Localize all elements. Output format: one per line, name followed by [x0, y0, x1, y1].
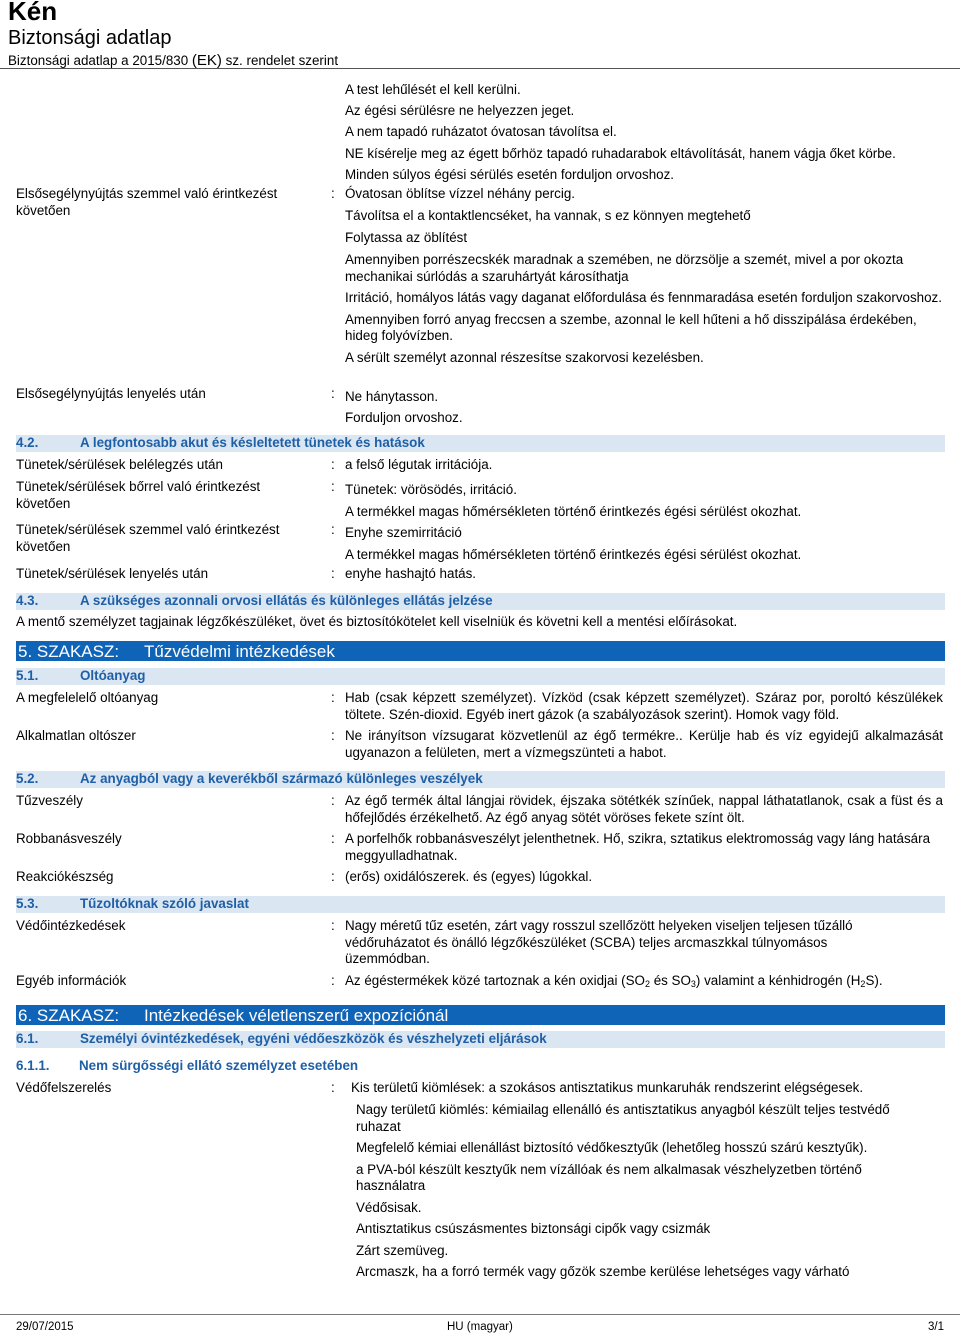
unsuitable-extinguishing-label: Alkalmatlan oltószer	[16, 728, 136, 743]
section-6-heading: 6. SZAKASZ: Intézkedések véletlenszerű expozíciónál	[16, 1005, 945, 1025]
colon: :	[331, 1080, 335, 1095]
reactivity-value: (erős) oxidálószerek. és (egyes) lúgokkal.	[345, 869, 593, 884]
colon: :	[331, 793, 335, 808]
colon: :	[331, 457, 335, 472]
medical-attention-text: A mentő személyzet tagjainak légzőkészüléket, övet és biztosítókötelet kell viselniük és követni kell a mentési előírásokat.	[16, 614, 738, 629]
footer-date: 29/07/2015	[16, 1321, 74, 1333]
subsection-5-1-heading: 5.1. Oltóanyag	[16, 668, 945, 685]
fire-hazard-label: Tűzveszély	[16, 793, 83, 808]
protective-measures-value: Nagy méretű tűz esetén, zárt vagy rosszul szellőzött helyeken viseljen teljesen tűzálló védőruházatot és önálló légzőkészüléket (SCBA) teljes arcmaszkkal túlnyomásos üzemmódban.	[345, 918, 853, 966]
document-title: Biztonsági adatlap	[8, 27, 172, 49]
suitable-extinguishing-value: Hab (csak képzett személyzet). Vízköd (csak képzett személyzet). Száraz por, poroltó készülékek töltete. Szén-dioxid. Egyéb inert gázok (a szabályozások szerint). Homok vagy föld.	[345, 690, 943, 722]
eye-symptoms-values: Enyhe szemirritáció A termékkel magas hőmérsékleten történő érintkezés égési sérülést okozhat.	[345, 525, 802, 562]
colon: :	[331, 186, 335, 201]
subsection-4-2-heading: 4.2. A legfontosabb akut és késleltetett tünetek és hatások	[16, 435, 945, 452]
regulation-line: Biztonsági adatlap a 2015/830 (EK) sz. rendelet szerint	[8, 52, 339, 69]
colon: :	[331, 479, 335, 494]
header-divider	[0, 68, 960, 69]
list-item: Nagy területű kiömlés: kémiailag ellenálló és antisztatikus anyagból készült teljes testvédő ruhazat	[356, 1102, 890, 1134]
eye-symptoms-label: Tünetek/sérülések szemmel való érintkezést követően	[16, 522, 280, 554]
colon: :	[331, 690, 335, 705]
list-item: Antisztatikus csúszásmentes biztonsági cipők vagy csizmák	[356, 1221, 711, 1236]
list-item: Megfelelő kémiai ellenállást biztosító védőkesztyűk (lehetőleg hosszú szárú kesztyűk).	[356, 1140, 868, 1155]
reactivity-label: Reakciókészség	[16, 869, 114, 884]
list-item: Arcmaszk, ha a forró termék vagy gőzök szembe kerülése lehetséges vagy várható	[356, 1264, 850, 1279]
other-information-value: Az égéstermékek közé tartoznak a kén oxidjai ($SO_2$ és $SO_3$) valamint a kénhidrogén $(H_2S)$.	[345, 973, 883, 989]
subsection-5-2-heading: 5.2. Az anyagból vagy a keverékből származó különleges veszélyek	[16, 771, 945, 788]
skin-contact-continuation: A test lehűlését el kell kerülni. Az égési sérülésre ne helyezzen jeget. A nem tapadó ruházatot óvatosan távolítsa el. NE kísérelje meg az égett bőrhöz tapadó ruhadarabok eltávolítását, hanem vágja őket körbe. Minden súlyos égési sérülés esetén forduljon orvoshoz.	[345, 82, 896, 182]
substance-name: Kén	[8, 0, 58, 26]
ingestion-symptoms-value: enyhe hashajtó hatás.	[345, 566, 477, 581]
footer-language: HU (magyar)	[447, 1321, 513, 1333]
skin-symptoms-values: Tünetek: vörösödés, irritáció. A termékkel magas hőmérsékleten történő érintkezés égési sérülést okozhat.	[345, 482, 802, 519]
explosion-hazard-label: Robbanásveszély	[16, 831, 122, 846]
colon: :	[331, 566, 335, 581]
ingestion-symptoms-label: Tünetek/sérülések lenyelés után	[16, 566, 209, 581]
colon: :	[331, 728, 335, 743]
section-5-heading: 5. SZAKASZ: Tűzvédelmi intézkedések	[16, 641, 945, 661]
colon: :	[331, 869, 335, 884]
list-item: Védősisak.	[356, 1199, 422, 1215]
protective-measures-label: Védőintézkedések	[16, 918, 126, 933]
colon: :	[331, 522, 335, 537]
protective-equipment-list	[356, 1102, 926, 1281]
subsection-4-3-heading: 4.3. A szükséges azonnali orvosi ellátás és különleges ellátás jelzése	[16, 593, 945, 610]
document-header	[8, 0, 338, 69]
subsection-6-1-heading: 6.1. Személyi óvintézkedések, egyéni védőeszközök és vészhelyzeti eljárások	[16, 1031, 945, 1048]
fire-hazard-value: Az égő termék által lángjai rövidek, éjszaka sötétkék színűek, nappal láthatatlanok, csak a füst és a hőfejlődés érzékelhető. Az égő anyag sötét vöröses fekete színt ölt.	[345, 793, 943, 825]
list-item: a PVA-ból készült kesztyűk nem vízállóak és nem alkalmasak vészhelyzetben történő használatra	[356, 1161, 862, 1193]
colon: :	[331, 831, 335, 846]
skin-symptoms-label: Tünetek/sérülések bőrrel való érintkezést követően	[16, 479, 261, 511]
colon: :	[331, 973, 335, 988]
footer-divider	[0, 1314, 960, 1315]
colon: :	[331, 386, 335, 401]
suitable-extinguishing-label: A megfelelelő oltóanyag	[16, 690, 159, 705]
ingestion-values: Ne hánytasson. Forduljon orvoshoz.	[345, 389, 463, 425]
inhalation-symptoms-value: a felső légutak irritációja.	[345, 457, 493, 472]
inhalation-symptoms-label: Tünetek/sérülések belélegzés után	[16, 457, 223, 472]
unsuitable-extinguishing-value: Ne irányítson vízsugarat közvetlenül az égő termékre.. Kerülje hab és víz egyidejű alkalmazását ugyanazon a felületen, mert a vízmegszünteti a habot.	[345, 728, 943, 760]
eye-contact-label: Elsősegélynyújtás szemmel való érintkezést követően	[16, 186, 278, 218]
colon: :	[331, 918, 335, 933]
footer-page-number: 3/1	[928, 1321, 944, 1333]
other-information-label: Egyéb információk	[16, 973, 127, 988]
list-item: Zárt szemüveg.	[356, 1242, 449, 1258]
ingestion-label: Elsősegélynyújtás lenyelés után	[16, 386, 206, 401]
protective-equipment-value: Kis területű kiömlések: a szokásos antisztatikus munkaruhák rendszerint elégségesek.	[351, 1080, 864, 1095]
subsection-5-3-heading: 5.3. Tűzoltóknak szóló javaslat	[16, 896, 945, 913]
protective-equipment-label: Védőfelszerelés	[16, 1080, 112, 1095]
eye-contact-values: Óvatosan öblítse vízzel néhány percig. Távolítsa el a kontaktlencséket, ha vannak, s ez könnyen megtehető Folytassa az öblítést Amennyiben porrészecskék maradnak a szemében, ne dörzsölje a szemét, mivel a por okozta mechanikai súrlódás a szaruhártyát károsíthatja Irritáció, homályos látás vagy daganat előfordulása és fennmaradása esetén forduljon szakorvoshoz. Amennyiben forró anyag freccsen a szembe, azonnal le kell hűteni a hő disszipálása érdekében, hideg folyóvízben. A sérült személyt azonnal részesítse szakorvosi kezelésben.	[345, 186, 942, 365]
explosion-hazard-value: A porfelhők robbanásveszélyt jelenthetnek. Hő, szikra, sztatikus elektromosság vagy láng hatására meggyulladhatnak.	[345, 831, 931, 863]
